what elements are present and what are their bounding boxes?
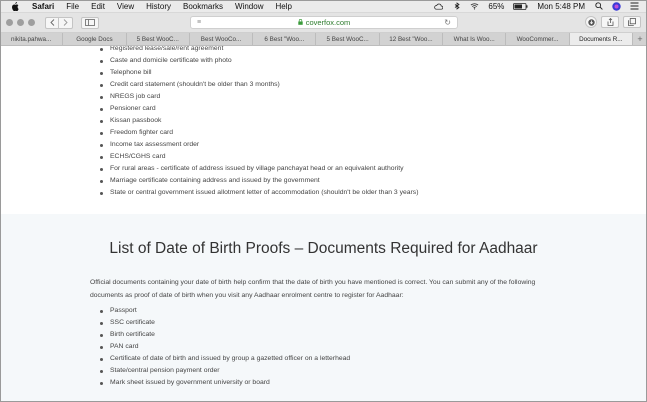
share-icon [607, 18, 614, 26]
reload-icon[interactable]: ↻ [444, 18, 451, 27]
browser-tab[interactable]: WooCommer... [506, 33, 569, 45]
list-item: Freedom fighter card [100, 127, 418, 139]
download-icon [588, 19, 595, 26]
battery-icon[interactable] [513, 2, 528, 11]
chevron-left-icon [50, 19, 55, 26]
list-item: Marriage certificate containing address and issued by the government [100, 175, 418, 187]
browser-tab[interactable]: 5 Best WooC... [127, 33, 190, 45]
share-button[interactable] [601, 16, 619, 28]
menu-history[interactable]: History [146, 1, 172, 11]
web-page-content [0, 46, 647, 402]
back-button[interactable] [45, 17, 59, 29]
list-item: Mark sheet issued by government university or board [100, 377, 350, 389]
tab-overview-button[interactable] [623, 16, 641, 28]
bluetooth-icon[interactable] [452, 2, 461, 11]
list-item: PAN card [100, 341, 350, 353]
apple-logo-icon[interactable] [10, 1, 20, 11]
sidebar-toggle-button[interactable] [81, 17, 99, 29]
notification-center-icon[interactable] [630, 2, 639, 11]
list-item: Caste and domicile certificate with photo [100, 55, 418, 67]
menu-bar-clock[interactable]: Mon 5:48 PM [537, 1, 585, 11]
browser-tab[interactable]: Google Docs [63, 33, 126, 45]
forward-button[interactable] [59, 17, 73, 29]
dob-proofs-section [0, 214, 647, 402]
tabs-icon [628, 18, 636, 26]
address-bar[interactable] [190, 16, 458, 29]
list-item: ECHS/CGHS card [100, 151, 418, 163]
list-item: Pensioner card [100, 103, 418, 115]
tab-bar [0, 33, 647, 46]
list-item: Certificate of date of birth and issued by group a gazetted officer on a letterhead [100, 353, 350, 365]
menu-edit[interactable]: Edit [91, 1, 105, 11]
list-item: Income tax assessment order [100, 139, 418, 151]
spotlight-search-icon[interactable] [594, 2, 603, 11]
battery-percent: 65% [488, 1, 505, 11]
menu-app-safari[interactable]: Safari [32, 1, 55, 11]
menu-file[interactable]: File [66, 1, 80, 11]
browser-tab[interactable]: 5 Best WooC... [316, 33, 379, 45]
section-paragraph: Official documents containing your date of birth help confirm that the date of birth you have mentioned is correct. You can submit any of the following documents as proof of date of birth when you visit any Aadhaar enrolment centre to register for Aadhaar: [90, 279, 536, 299]
macos-menu-bar [0, 0, 647, 13]
browser-toolbar [0, 13, 647, 33]
cloud-icon[interactable] [434, 2, 443, 11]
minimize-window-button[interactable] [17, 19, 24, 26]
list-item: NREGS job card [100, 91, 418, 103]
list-item: For rural areas - certificate of address issued by village panchayat head or an equivalent authority [100, 163, 418, 175]
new-tab-button[interactable]: + [637, 34, 643, 44]
list-item: Telephone bill [100, 67, 418, 79]
menu-bookmarks[interactable]: Bookmarks [183, 1, 224, 11]
list-item: Kissan passbook [100, 115, 418, 127]
history-nav [45, 17, 73, 29]
browser-tab[interactable]: Best WooCo... [190, 33, 253, 45]
close-window-button[interactable] [6, 19, 13, 26]
menu-help[interactable]: Help [275, 1, 292, 11]
list-item: State or central government issued allotment letter of accommodation (shouldn't be older than 3 years) [100, 187, 418, 199]
chevron-right-icon [63, 19, 68, 26]
window-controls [6, 19, 35, 26]
menu-view[interactable]: View [116, 1, 135, 11]
browser-tab[interactable]: 12 Best "Woo... [380, 33, 443, 45]
list-item: Birth certificate [100, 329, 350, 341]
browser-tab-active[interactable]: Documents R... [570, 33, 633, 45]
zoom-window-button[interactable] [28, 19, 35, 26]
section-heading: List of Date of Birth Proofs – Documents Required for Aadhaar [109, 240, 538, 257]
reader-menu-icon[interactable]: ≡ [197, 19, 202, 26]
toolbar-right-actions [585, 16, 641, 28]
browser-tab[interactable]: 6 Best "Woo... [253, 33, 316, 45]
list-item: Passport [100, 305, 350, 317]
list-item: Credit card statement (shouldn't be older than 3 months) [100, 79, 418, 91]
wifi-icon[interactable] [470, 2, 479, 11]
address-proof-list [100, 46, 418, 199]
dob-proof-list [100, 305, 350, 389]
status-area [434, 2, 639, 11]
list-item: Registered lease/sale/rent agreement [100, 46, 418, 55]
downloads-button[interactable] [585, 16, 597, 28]
browser-tab[interactable]: nikita.pahwa... [0, 33, 63, 45]
list-item: SSC certificate [100, 317, 350, 329]
list-item: State/central pension payment order [100, 365, 350, 377]
menu-window[interactable]: Window [235, 1, 264, 11]
sidebar-icon [85, 19, 95, 26]
browser-tab[interactable]: What Is Woo... [443, 33, 506, 45]
address-url: coverfox.com [305, 18, 351, 27]
lock-icon [298, 19, 303, 27]
siri-icon[interactable] [612, 2, 621, 11]
